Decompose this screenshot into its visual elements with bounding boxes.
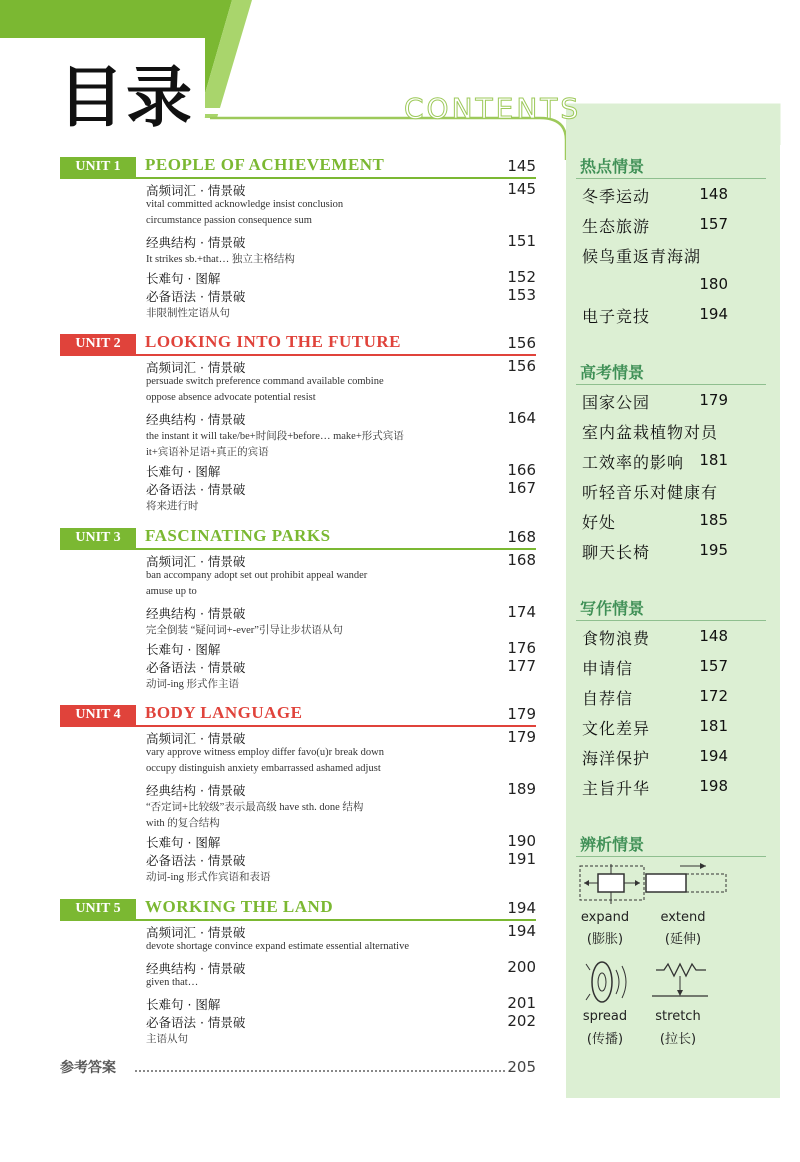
unit-title[interactable]: FASCINATING PARKS (145, 526, 331, 545)
section-page-number: 176 (507, 639, 536, 657)
unit-badge: UNIT 2 (60, 334, 136, 354)
section-keywords: ban accompany adopt set out prohibit appeal wander (146, 570, 368, 581)
unit-rule (60, 354, 536, 356)
section-label[interactable]: 经典结构 · 情景破 (146, 412, 246, 427)
sidebar-item-page: 198 (699, 777, 728, 795)
section-keywords: occupy distinguish anxiety embarrassed ashamed adjust (146, 763, 381, 774)
unit-rule (60, 177, 536, 179)
sidebar-item-page: 194 (699, 305, 728, 323)
sidebar-item[interactable]: 室内盆栽植物对员 (582, 423, 719, 442)
unit-badge: UNIT 4 (60, 705, 136, 725)
section-keywords: amuse up to (146, 586, 197, 597)
expand-icon (578, 860, 650, 908)
analysis-word-cn: (延伸) (664, 932, 702, 947)
sidebar-item-page: 180 (699, 275, 728, 293)
sidebar-item-page: 148 (699, 627, 728, 645)
section-label[interactable]: 经典结构 · 情景破 (146, 235, 246, 250)
section-label[interactable]: 高频词汇 · 情景破 (146, 731, 246, 746)
section-keywords: persuade switch preference command available combine (146, 376, 384, 387)
section-keywords: vary approve witness employ differ favo(u)r break down (146, 747, 385, 758)
section-keywords: 动词-ing 形式作主语 (146, 679, 240, 690)
sidebar-item-page: 148 (699, 185, 728, 203)
sidebar-group-rule (576, 384, 766, 385)
unit-rule (60, 919, 536, 921)
section-keywords: oppose absence advocate potential resist (146, 392, 316, 403)
section-page-number: 145 (507, 180, 536, 198)
section-label[interactable]: 必备语法 · 情景破 (146, 289, 246, 304)
spread-icon (584, 956, 634, 1008)
section-keywords: with 的复合结构 (146, 818, 220, 829)
section-page-number: 153 (507, 286, 536, 304)
section-label[interactable]: 必备语法 · 情景破 (146, 660, 246, 675)
unit-badge: UNIT 1 (60, 157, 136, 177)
section-label[interactable]: 长难句 · 图解 (146, 464, 221, 479)
section-keywords: “否定词+比较级”表示最高级 have sth. done 结构 (146, 802, 364, 813)
section-keywords: it+宾语补足语+真正的宾语 (146, 447, 269, 458)
section-label[interactable]: 必备语法 · 情景破 (146, 1015, 246, 1030)
analysis-heading: 辨析情景 (580, 835, 645, 854)
answers-label[interactable]: 参考答案 (60, 1060, 116, 1076)
section-page-number: 164 (507, 409, 536, 427)
section-label[interactable]: 必备语法 · 情景破 (146, 482, 246, 497)
section-page-number: 191 (507, 850, 536, 868)
contents-subtitle: CONTENTS (404, 92, 582, 125)
sidebar-item-page: 179 (699, 391, 728, 409)
section-label[interactable]: 高频词汇 · 情景破 (146, 925, 246, 940)
sidebar-item[interactable]: 国家公园 (582, 393, 651, 412)
section-label[interactable]: 高频词汇 · 情景破 (146, 360, 246, 375)
sidebar-group-rule (576, 620, 766, 621)
sidebar-item[interactable]: 好处 (582, 513, 617, 532)
sidebar-group-heading: 热点情景 (580, 157, 645, 176)
sidebar-item-page: 195 (699, 541, 728, 559)
sidebar-item[interactable]: 食物浪费 (582, 629, 651, 648)
sidebar-item-page: 194 (699, 747, 728, 765)
section-label[interactable]: 高频词汇 · 情景破 (146, 554, 246, 569)
section-label[interactable]: 经典结构 · 情景破 (146, 783, 246, 798)
section-keywords: devote shortage convince expand estimate essential alternative (146, 941, 409, 952)
section-page-number: 202 (507, 1012, 536, 1030)
unit-title[interactable]: LOOKING INTO THE FUTURE (145, 332, 402, 351)
analysis-word-cn: (拉长) (659, 1032, 697, 1047)
unit-page-number: 168 (507, 528, 536, 546)
sidebar-group-heading: 高考情景 (580, 363, 645, 382)
unit-badge: UNIT 3 (60, 528, 136, 548)
unit-rule (60, 725, 536, 727)
section-page-number: 174 (507, 603, 536, 621)
extend-icon (644, 858, 730, 898)
section-label[interactable]: 长难句 · 图解 (146, 835, 221, 850)
analysis-word-cn: (膨胀) (586, 932, 624, 947)
section-label[interactable]: 必备语法 · 情景破 (146, 853, 246, 868)
sidebar-item[interactable]: 候鸟重返青海湖 (582, 247, 702, 266)
section-keywords: the instant it will take/be+时间段+before… make+形式宾语 (146, 431, 404, 442)
stretch-icon (650, 960, 712, 1006)
sidebar-group-heading: 写作情景 (580, 599, 645, 618)
sidebar-item[interactable]: 工效率的影响 (582, 453, 685, 472)
section-page-number: 168 (507, 551, 536, 569)
section-page-number: 190 (507, 832, 536, 850)
unit-rule (60, 548, 536, 550)
sidebar-group-rule (576, 178, 766, 179)
section-page-number: 200 (507, 958, 536, 976)
section-keywords: It strikes sb.+that… 独立主格结构 (146, 254, 295, 265)
sidebar-item[interactable]: 冬季运动 (582, 187, 651, 206)
sidebar-item-page: 157 (699, 657, 728, 675)
sidebar-item[interactable]: 听轻音乐对健康有 (582, 483, 719, 502)
unit-title[interactable]: PEOPLE OF ACHIEVEMENT (145, 155, 385, 174)
sidebar-panel (566, 140, 780, 1098)
section-label[interactable]: 长难句 · 图解 (146, 271, 221, 286)
sidebar-item-page: 185 (699, 511, 728, 529)
analysis-rule (576, 856, 766, 857)
section-label[interactable]: 经典结构 · 情景破 (146, 606, 246, 621)
section-keywords: 主语从句 (146, 1034, 188, 1045)
section-page-number: 152 (507, 268, 536, 286)
unit-badge: UNIT 5 (60, 899, 136, 919)
analysis-word-en: stretch (655, 1009, 701, 1024)
section-page-number: 201 (507, 994, 536, 1012)
sidebar-item[interactable]: 电子竞技 (582, 307, 651, 326)
section-keywords: 动词-ing 形式作宾语和表语 (146, 872, 271, 883)
sidebar-item-page: 172 (699, 687, 728, 705)
sidebar-item[interactable]: 文化差异 (582, 719, 651, 738)
sidebar-item[interactable]: 主旨升华 (582, 779, 651, 798)
sidebar-item[interactable]: 聊天长椅 (582, 543, 651, 562)
analysis-word-en: extend (660, 910, 706, 925)
section-page-number: 179 (507, 728, 536, 746)
section-page-number: 167 (507, 479, 536, 497)
section-keywords: 非限制性定语从句 (146, 308, 230, 319)
page-title: 目录 (58, 59, 194, 136)
section-keywords: 完全倒装 “疑问词+-ever”引导让步状语从句 (146, 625, 343, 636)
unit-title[interactable]: WORKING THE LAND (145, 897, 334, 916)
sidebar-item-page: 157 (699, 215, 728, 233)
section-page-number: 166 (507, 461, 536, 479)
analysis-word-cn: (传播) (586, 1032, 624, 1047)
section-page-number: 177 (507, 657, 536, 675)
sidebar-item[interactable]: 海洋保护 (582, 749, 651, 768)
unit-title[interactable]: BODY LANGUAGE (145, 703, 303, 722)
sidebar-item[interactable]: 自荐信 (582, 689, 634, 708)
unit-page-number: 179 (507, 705, 536, 723)
analysis-word-en: expand (580, 910, 630, 925)
section-label[interactable]: 经典结构 · 情景破 (146, 961, 246, 976)
answers-leader-dots (135, 1070, 505, 1072)
sidebar-item-page: 181 (699, 717, 728, 735)
section-page-number: 151 (507, 232, 536, 250)
section-label[interactable]: 长难句 · 图解 (146, 997, 221, 1012)
unit-page-number: 156 (507, 334, 536, 352)
answers-page: 205 (507, 1058, 536, 1076)
unit-page-number: 194 (507, 899, 536, 917)
section-page-number: 194 (507, 922, 536, 940)
section-keywords: given that… (146, 977, 199, 988)
section-page-number: 189 (507, 780, 536, 798)
sidebar-item-page: 181 (699, 451, 728, 469)
unit-page-number: 145 (507, 157, 536, 175)
section-label[interactable]: 长难句 · 图解 (146, 642, 221, 657)
sidebar-item[interactable]: 申请信 (582, 659, 634, 678)
section-keywords: 将来进行时 (146, 501, 199, 512)
analysis-word-en: spread (582, 1009, 628, 1024)
section-keywords: vital committed acknowledge insist conclusion (146, 199, 344, 210)
section-keywords: circumstance passion consequence sum (146, 215, 312, 226)
section-label[interactable]: 高频词汇 · 情景破 (146, 183, 246, 198)
section-page-number: 156 (507, 357, 536, 375)
sidebar-item[interactable]: 生态旅游 (582, 217, 651, 236)
